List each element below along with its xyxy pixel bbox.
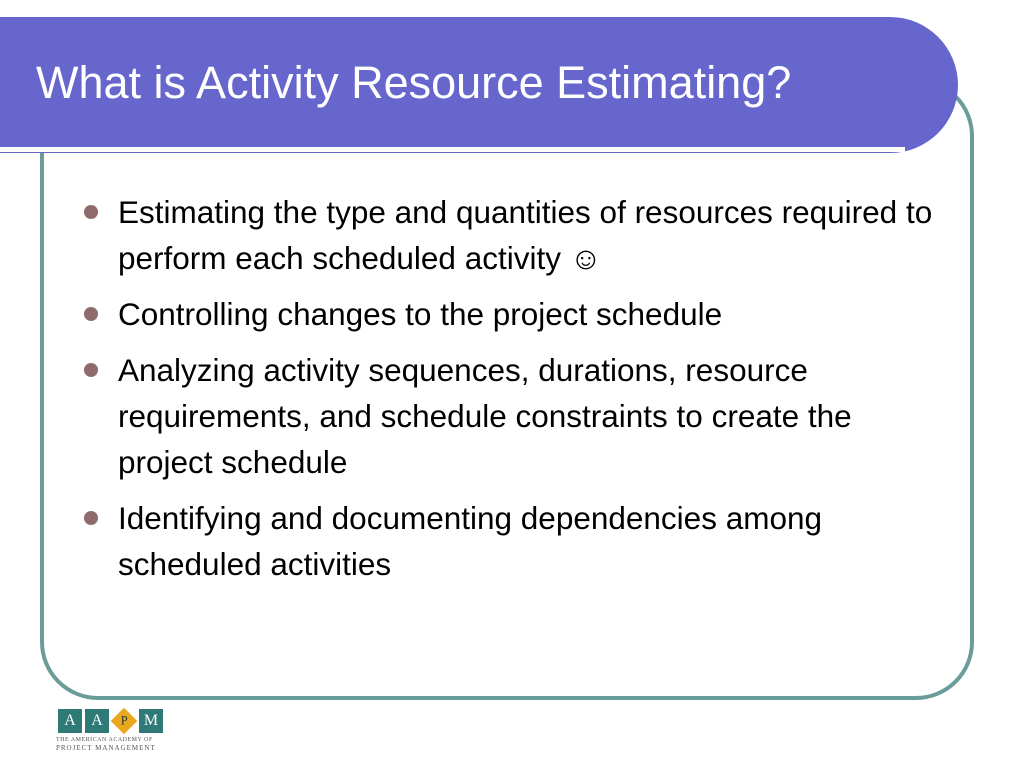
- bullet-item: [84, 189, 934, 281]
- logo-letter-a1: A: [58, 709, 82, 733]
- logo-letter-p: P: [111, 708, 137, 734]
- bullet-text: Estimating the type and quantities of resources required to perform each scheduled activity ☺: [118, 194, 933, 276]
- bullet-item: [84, 495, 934, 587]
- bullet-dot-icon: [84, 307, 98, 321]
- logo-letter-boxes: [58, 709, 168, 733]
- logo-caption-line2: PROJECT MANAGEMENT: [56, 744, 156, 752]
- bullet-text: Identifying and documenting dependencies among scheduled activities: [118, 500, 823, 582]
- logo-letter-m: M: [139, 709, 163, 733]
- logo-caption-line1: THE AMERICAN ACADEMY OF: [56, 737, 153, 743]
- aapm-logo: [56, 709, 168, 759]
- title-bar: [0, 17, 958, 153]
- title-underline: [0, 147, 905, 152]
- logo-letter-a2: A: [85, 709, 109, 733]
- bullet-list: [84, 189, 934, 597]
- bullet-item: [84, 347, 934, 485]
- slide-title: What is Activity Resource Estimating?: [36, 57, 792, 108]
- logo-caption: [56, 736, 168, 752]
- bullet-item: [84, 291, 934, 337]
- bullet-dot-icon: [84, 511, 98, 525]
- bullet-text: Controlling changes to the project schedule: [118, 296, 723, 332]
- bullet-text: Analyzing activity sequences, durations, resource requirements, and schedule constraints to create the project schedule: [118, 352, 852, 480]
- bullet-dot-icon: [84, 205, 98, 219]
- bullet-dot-icon: [84, 363, 98, 377]
